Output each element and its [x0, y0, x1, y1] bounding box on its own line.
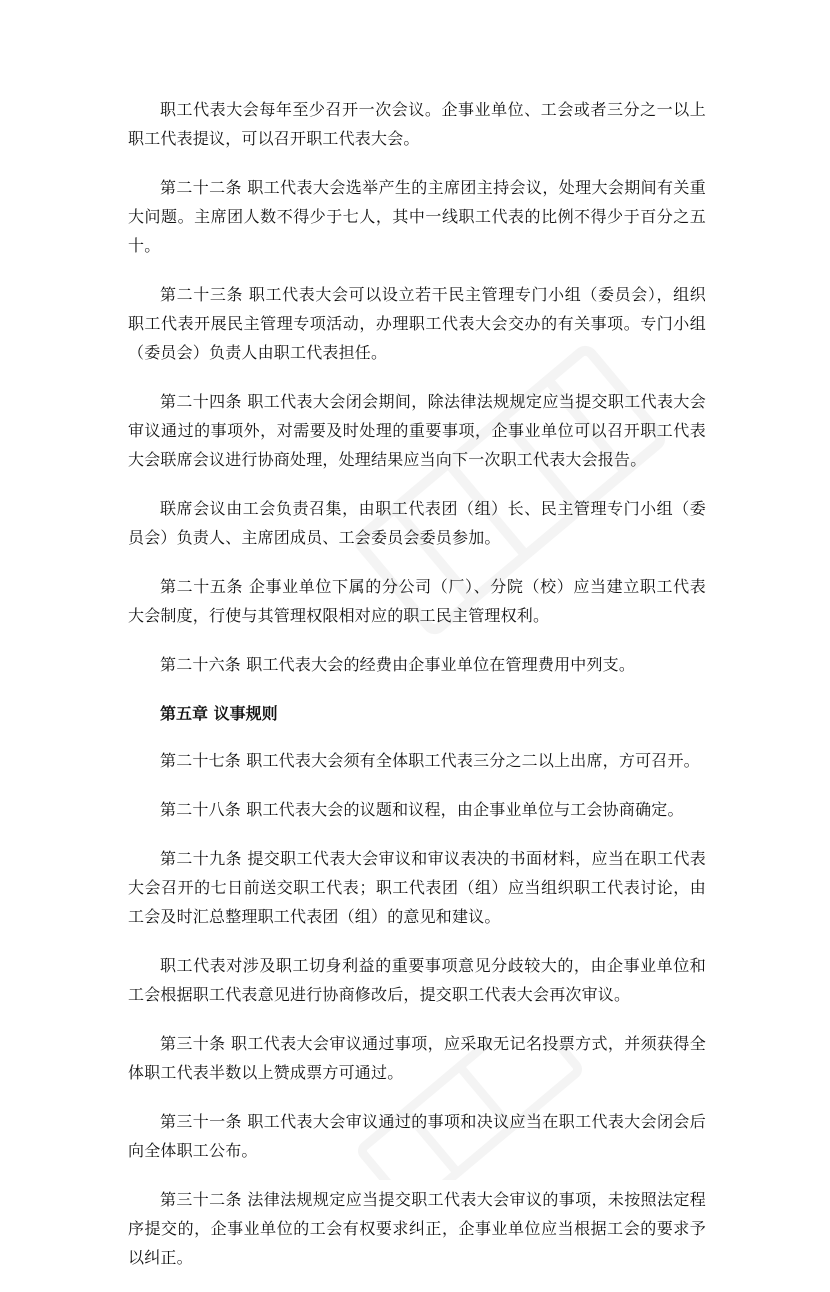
paragraph: 第二十五条 企事业单位下属的分公司（厂）、分院（校）应当建立职工代表大会制度，行使与其管理权限相对应的职工民主管理权利。: [128, 577, 706, 625]
paragraph: 第二十七条 职工代表大会须有全体职工代表三分之二以上出席，方可召开。: [160, 751, 700, 770]
paragraph: 第二十三条 职工代表大会可以设立若干民主管理专门小组（委员会），组织职工代表开展民主管理专项活动，办理职工代表大会交办的有关事项。专门小组（委员会）负责人由职工代表担任。: [128, 285, 706, 362]
document-body: [128, 95, 706, 1292]
paragraph: 第二十八条 职工代表大会的议题和议程，由企事业单位与工会协商确定。: [160, 800, 684, 819]
chapter-heading: 第五章 议事规则: [160, 704, 278, 723]
paragraph: 第三十一条 职工代表大会审议通过的事项和决议应当在职工代表大会闭会后向全体职工公布。: [128, 1112, 706, 1160]
paragraph: 第三十二条 法律法规规定应当提交职工代表大会审议的事项，未按照法定程序提交的，企事业单位的工会有权要求纠正，企事业单位应当根据工会的要求予以纠正。: [128, 1190, 706, 1267]
paragraph: 职工代表对涉及职工切身利益的重要事项意见分歧较大的，由企事业单位和工会根据职工代表意见进行协商修改后，提交职工代表大会再次审议。: [128, 956, 706, 1004]
paragraph: 联席会议由工会负责召集，由职工代表团（组）长、民主管理专门小组（委员会）负责人、主席团成员、工会委员会委员参加。: [128, 499, 706, 547]
paragraph: 第三十条 职工代表大会审议通过事项，应采取无记名投票方式，并须获得全体职工代表半数以上赞成票方可通过。: [128, 1034, 706, 1082]
paragraph: 第二十六条 职工代表大会的经费由企事业单位在管理费用中列支。: [160, 655, 636, 674]
paragraph: 第二十九条 提交职工代表大会审议和审议表决的书面材料，应当在职工代表大会召开的七日前送交职工代表；职工代表团（组）应当组织职工代表讨论，由工会及时汇总整理职工代表团（组）的意见和建议。: [128, 849, 706, 926]
paragraph: 第二十四条 职工代表大会闭会期间，除法律法规规定应当提交职工代表大会审议通过的事项外，对需要及时处理的重要事项，企事业单位可以召开职工代表大会联席会议进行协商处理，处理结果应当向下一次职工代表大会报告。: [128, 392, 706, 469]
paragraph: 第二十二条 职工代表大会选举产生的主席团主持会议，处理大会期间有关重大问题。主席团人数不得少于七人，其中一线职工代表的比例不得少于百分之五十。: [128, 178, 706, 255]
paragraph: 职工代表大会每年至少召开一次会议。企事业单位、工会或者三分之一以上职工代表提议，可以召开职工代表大会。: [128, 100, 706, 148]
